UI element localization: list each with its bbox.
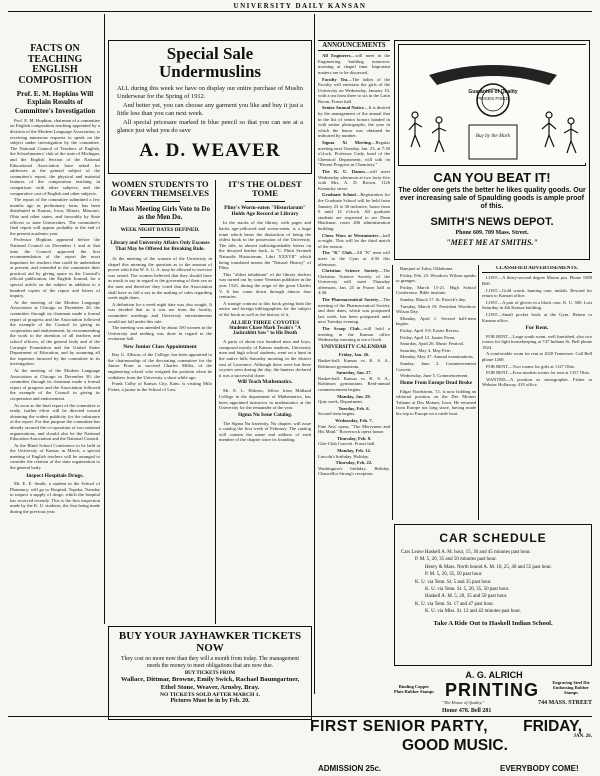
announcement-list bbox=[318, 53, 390, 343]
section-title: ANNOUNCEMENTS bbox=[318, 40, 390, 51]
masthead: UNIVERSITY DAILY KANSAN bbox=[233, 2, 367, 10]
seller-names: Wallace, Dittmar, Browne, Emily Swick, Rachael Baumgartner, Ethel Stone, Weaver, Arnsby, Bray. bbox=[120, 676, 300, 691]
calendar-event: Friday, Feb. 23. Woodrow Wilson speaks to granges. bbox=[396, 272, 476, 284]
ad-alrich-printing bbox=[394, 670, 592, 716]
schedule-row: K. U. via Tenn. St. 17 and 47 past hour. bbox=[415, 601, 494, 607]
paragraph: In the stacks of the library, with pages and backs age-yellowed and worm-eaten, is a huge tome which bears the distinction of being the oldest book in the possession of the University. The title, in almost indistinguishable letters on the decayed leather back, is "C. Plinii Secundi Naturalis Historiarum, Libri XXXVII" which being translated means the "Natural History" of Pliny. bbox=[219, 220, 311, 271]
subheadline: ALLIED THREE COYOTES bbox=[230, 319, 300, 326]
calendar-date: Friday, Jan. 26. bbox=[338, 352, 370, 358]
calendar-item bbox=[396, 273, 476, 284]
classified-ads bbox=[482, 266, 592, 521]
calendar-item bbox=[396, 266, 476, 272]
announcement-text: hall to-night. This will be the third match of the season. bbox=[318, 232, 390, 249]
printer-name: A. G. ALRICH bbox=[465, 670, 523, 680]
column-rule bbox=[478, 265, 479, 520]
calendar-event: Saturday, April 26. Music Festival. bbox=[400, 341, 465, 347]
schedule-title: CAR SCHEDULE bbox=[439, 531, 547, 545]
paragraph: Mr. E. E. Smith, a student in the School of Pharmacy, will go to Hospital, Topeka, Tuesday to inspect a supply of drugs, which the hospital has received recently. This is the first inspection made by the K. U. students, the first being made during the previous year. bbox=[10, 480, 100, 514]
calendar-item bbox=[396, 341, 476, 347]
paragraph: This "oldest inhabitant" of the library shelves was turned out by some Venetian publisher in the year 1525, during the reign of the great Charles V. It has come down through almost four centuries. bbox=[219, 271, 311, 300]
ad-jayhawker-tickets bbox=[108, 626, 312, 720]
announcement-text: The meeting of the Pharmaceutical Society and their dates, which was postponed last week, has been postponed until next Tuesday evening. bbox=[318, 297, 390, 325]
divider bbox=[140, 237, 180, 238]
paragraph: A definition for a week night date was also sought. It was decided that as it was not from the faculty, committee meetings and University entertainments would not fall under this rule. bbox=[108, 301, 212, 324]
headline: IT'S THE OLDEST TOME bbox=[228, 180, 302, 199]
classified-item bbox=[482, 351, 592, 362]
announcement-title: The Pharmaceutical Society bbox=[322, 297, 379, 303]
calendar-event: Friday, April 5-8. Easter Recess. bbox=[400, 327, 460, 333]
subheadline: Pliny's Worm-eaten "Historiarum" Holds Age Record at Library bbox=[224, 205, 306, 218]
announcement-title: Chess Wars at Westminster bbox=[322, 232, 379, 238]
services-left: Binding Copper Plate Rubber Stamps bbox=[394, 684, 434, 694]
classified-text: A comfortable room for rent at 1020 Tennessee. Call Bell phone 1268. bbox=[482, 351, 592, 362]
paragraph: At the Blind School Conference to be held at the University of Kansas in March, a special meeting of English teachers will be arranged to consider the relation of the state organization to the general body. bbox=[10, 442, 100, 471]
car-schedule bbox=[394, 524, 592, 666]
buy-by-mark-label: Buy by the Mark bbox=[475, 133, 511, 139]
announcement-text: will meet in the Engineering building tomorrow morning at chapel time. Important matters are to be discussed. bbox=[318, 53, 390, 75]
classified-item bbox=[482, 312, 592, 323]
store-phone: Phone 609. 709 Mass. Street. bbox=[455, 229, 529, 236]
divider bbox=[8, 716, 592, 717]
calendar-event: Friday, April 12. Junior Prom. bbox=[400, 334, 456, 340]
calendar-item bbox=[396, 354, 476, 360]
calendar-date: Monday, Jan. 29. bbox=[337, 393, 371, 399]
section-title: CLASSIFIED ADVERTISEMENTS. bbox=[482, 266, 592, 273]
classified-item bbox=[482, 370, 592, 376]
subheadline: In Mass Meeting Girls Vote to Do as the Men Do. bbox=[110, 205, 210, 222]
schedule-row: P. M. 5, 20, 35, 50 past hour. bbox=[425, 572, 483, 578]
party-admission: ADMISSION 25c. bbox=[318, 764, 382, 773]
calendar-event: Saturday, May 4. May Fete. bbox=[400, 347, 452, 353]
calendar-item bbox=[318, 370, 390, 392]
classified-text: LOST—A pair of gloves in a black case. K. U. 500. Lost Saturday in 4th Kansas building. bbox=[482, 299, 592, 311]
paragraph: Frank Colby of Kansas City, Kans. is visiting Milo Fisher, a junior in the School of Law. bbox=[108, 381, 212, 392]
ad-title: CAN YOU BEAT IT! bbox=[433, 170, 551, 185]
calendar-event: Fine Arts' opera, "The Merrymen and His Maid." Bowersock opera house. bbox=[318, 423, 390, 435]
subheadline: New Junior Class Appointment bbox=[123, 343, 197, 350]
calendar-event: Friday, March 15-21. High School Conference. Bible institute. bbox=[396, 284, 476, 296]
classified-item bbox=[482, 288, 592, 299]
announcements bbox=[318, 40, 390, 695]
announcement-item: The "K" Club—All "K" men will meet in the Gym at 4:30 this afternoon. bbox=[318, 250, 390, 267]
classified-text: WANTED—A position as stenographer. Fisher at Webster Hollaway, 410 office. bbox=[482, 376, 592, 388]
paragraph: At the meeting of the Modern Language Association at Chicago in December 30, the committee through its chairman made a formal report of progress and the Association followed the example of the Council in giving its cooperation and endorsement. bbox=[10, 367, 100, 401]
calendar-item bbox=[318, 352, 390, 369]
announcement-title: Sigma Xi Meeting bbox=[322, 140, 371, 146]
column-rule bbox=[215, 180, 216, 624]
party-title: FIRST SENIOR PARTY, bbox=[310, 718, 489, 735]
subheadline: For Rent. bbox=[525, 325, 549, 332]
paragraph: Professor Hopkins appeared before the National Council on December 1 and at that time the Council approved the first recommendation of the report the most important for teachers that could be undertaken at present, and extended to the committee their practical aid by giving space in the Council's official publication, the English Journal, for a special article on the subject in addition to a hundred copies of the report and letters of inquiry. bbox=[10, 237, 100, 299]
paragraph: The report of the committee submitted a few months ago in preliminary form, has been distributed in Kansas, Iowa, Illinois, Missouri, Ohio and other states, and favorably by State officers or state Universities. The committee's final report will appear probably at the end of the present academic year. bbox=[10, 197, 100, 236]
calendar-event: Monday, April 1. Second half-term begins. bbox=[396, 315, 476, 327]
headline: FACTS ON TEACHING ENGLISH COMPOSITION bbox=[18, 44, 92, 86]
ad-body: And better yet, you can choose any garment you like and buy it just a little less than you can next week. bbox=[117, 102, 303, 117]
column-rule bbox=[314, 14, 315, 694]
calendar-list bbox=[318, 352, 390, 476]
subheadline: Will Teach Mathematics. bbox=[237, 379, 293, 386]
ad-body: They cost no more now than they will a month from today. The management needs the money to meet obligations that are now due. bbox=[121, 656, 299, 669]
classified-text: FOR RENT—Large south room, well furnished, also two rooms for light housekeeping at 747 Indiana St. Bell phone 1924. bbox=[482, 333, 592, 350]
ad-undermuslins bbox=[108, 40, 312, 174]
deck: Students Chase Mark Twain's "A Jackrabbit Saw" to His Death bbox=[229, 325, 301, 337]
classified-list bbox=[482, 275, 592, 323]
article-women-students bbox=[108, 180, 212, 620]
party-date: JAN. 26. bbox=[573, 734, 592, 739]
schedule-row: K. U. via Tenn. St. 5 and 35 past hour. bbox=[415, 579, 492, 585]
paragraph: Prof. E. M. Hopkins, chairman of a committee on English composition teaching appointed by a division of the Modern Language Association, is receiving numerous requests to speak on the subject under investigation by the committee. The National Council of Teachers of English, the Schoolmasters' club of the state of Michigan, and the English Section of the National Educational Association have asked for addresses at the general subject of the committee's report, the physical and material features of the composition teaching in comparison with other subjects, and the comparative cost of English and other subjects. bbox=[10, 117, 100, 196]
calendar-list bbox=[396, 266, 476, 379]
schedule-footer: Take A Ride Out to Haskell Indian School. bbox=[433, 619, 553, 627]
guarantee-label: Guarantee of Quality bbox=[468, 89, 518, 95]
calendar-event: Basket-ball: Kansas vs. K. S. A., Robinson gymnasium. Reid-annual commencement begins. bbox=[318, 375, 390, 393]
calendar-item bbox=[318, 418, 390, 435]
announcement-text: Regular meeting next Tuesday, Jan. 23, at 7:30 o'clock, Professor Cady, head of the Chemical Department, will talk on "Recent Progress in Chemistry." bbox=[318, 140, 390, 168]
announcement-item: The Pharmaceutical Society—The meeting of the Pharmaceutical Society and their dates, which was postponed last week, has been postponed until next Tuesday evening. bbox=[318, 297, 390, 325]
calendar-item bbox=[318, 460, 390, 477]
schedule-row: K. U. via Tenn. St. 5, 20, 35, 50 past hour. bbox=[425, 587, 510, 593]
subheadline: Prof. E. M. Hopkins Will Explain Results of Committee's Investigation bbox=[14, 90, 96, 115]
ad-body: The older one gets the better he likes quality goods. Our ever increasing sale of Spaulding goods is ample proof of this. bbox=[398, 187, 586, 211]
printing-label: PRINTING bbox=[444, 680, 539, 700]
announcement-item: Senior Annual Notice—It is desired by the management of the annual that in the list of senior honors handed in with senior photographs, the year in which the honor was obtained be indicated by number. bbox=[318, 105, 390, 139]
ad-title: Special Sale Undermuslins bbox=[158, 44, 262, 81]
divider bbox=[245, 201, 285, 202]
calendar-event: Sunday, June 2. Commencement Concert. bbox=[396, 360, 476, 372]
announcement-text: will hold a meeting in the Kansan office Wednesday morning at ten o'clock. bbox=[318, 326, 390, 343]
calendar-event: Sunday, March 17. St. Patrick's day. bbox=[400, 296, 467, 302]
calendar-item bbox=[396, 335, 476, 341]
calendar-event: Monday, May 27. Annual examinations. bbox=[400, 354, 474, 360]
announcement-text: Registration for the Graduate School will be held from January 23 to 30 inclusive, hours from 9 until 12 o'clock. All graduate students are requested to see Dean Blackmar, room 206 administration building. bbox=[318, 192, 390, 231]
ad-smiths-news-depot bbox=[394, 40, 590, 260]
services-right: Engraving Steel Die Embossing Rubber Stamps bbox=[552, 680, 590, 695]
classified-item bbox=[482, 300, 592, 311]
masthead-rule bbox=[8, 11, 592, 12]
calendar-date: Tuesday, Feb. 6. bbox=[338, 405, 370, 411]
paragraph: At the meeting of the Modern Language Association at Chicago in December 20, the committee through its chairman made a formal report of progress and the Association followed the example of the Council in giving its cooperation and endorsement, by recommending the work to the attention of all teachers and school officers, of the general body and of the Carnegie Foundation and the United States Department of Education, and by assuming all the expenses incurred by the committee in its investigation. bbox=[10, 299, 100, 367]
calendar-event: Washington's birthday. Holiday. Chancellor Strong's reception. bbox=[318, 465, 390, 477]
ad-subtitle: BUY TICKETS FROM bbox=[184, 671, 236, 677]
announcement-title: Christian Science Society bbox=[322, 268, 379, 274]
calendar-date: Wednesday, Feb. 7. bbox=[335, 418, 373, 424]
calendar-item bbox=[396, 297, 476, 303]
announcement-item: Christian Science Society—The Christian Science Society of the University will meet Thursday afternoon, Jan. 25 in Fraser hall at 4:30. bbox=[318, 268, 390, 296]
calendar-item bbox=[396, 316, 476, 327]
store-name: SMITH'S NEWS DEPOT. bbox=[430, 215, 554, 228]
announcement-title: Graduate School bbox=[322, 192, 356, 198]
announcement-item: Sigma Xi Meeting—Regular meeting next Tuesday, Jan. 23, at 7:30 o'clock, Professor Cady, head of the Chemical Department, will talk on "Recent Progress in Chemistry." bbox=[318, 140, 390, 168]
calendar-item bbox=[396, 304, 476, 315]
for-rent-list bbox=[482, 334, 592, 388]
calendar-item bbox=[318, 394, 390, 405]
column-rule bbox=[104, 14, 105, 624]
paragraph: Ray G. Allison, of the College, has been appointed to the chairmanship of the decorating committee for the Junior Prom to succeed Charles Miller, of the engineering school who resigned the position when he withdrew from the University a short while ago. bbox=[108, 352, 212, 380]
announcement-item: The K. U. Dames—will meet Wednesday afternoon at two forty-five with Mrs. A. D. Brown, 1126 Kentucky street. bbox=[318, 169, 390, 191]
calendar-event: Lincoln's birthday. Holiday. bbox=[318, 453, 370, 459]
paragraph: As soon as the final report of the committee is ready, further effort will be directed toward obtaining the widest publicity for the substance of the report. For that purpose the committee has already secured the co-operation of two national organizations, and should also be the National Education Association and the National Council. bbox=[10, 402, 100, 442]
schedule-list bbox=[401, 549, 585, 616]
divider bbox=[140, 224, 180, 225]
announcement-text: It is desired by the management of the annual that in the list of senior honors handed in with senior photographs, the year in which the honor was obtained be indicated by number. bbox=[318, 105, 390, 139]
classified-text: LOST—Small pocket book at the Gym. Return to Kansan office. bbox=[482, 312, 592, 323]
classified-item bbox=[482, 377, 592, 388]
calendar-continued bbox=[396, 266, 476, 521]
store-tagline: "MEET ME AT SMITHS." bbox=[446, 237, 538, 247]
calendar-date: Monday, Feb. 12. bbox=[337, 447, 371, 453]
paragraph: Edgar Nordstrom, '11, is now holding an editorial position on the Des Moines Tribune at Des Moines, Iowa. He returned from Europe not long since, having made his trip to Europe on a cattle boat. bbox=[396, 388, 476, 417]
headline: WOMEN STUDENTS TO GOVERN THEMSELVES bbox=[110, 180, 210, 199]
paragraph: A party of about two hundred men and boys, composed mostly of Kansas students, University men and high school students, went on a hunt in the native hills Saturday morning in the district east of Lawrence. Although there were but three coyotes seen during the day, the hunters declared it was a successful chase. bbox=[219, 339, 311, 378]
paragraph: Mr. E. L. Holmes, fellow from Midland College in the department of Mathematics, has been appointed instructor in mathematics at the University for the remainder of the year. bbox=[219, 388, 311, 411]
spalding-illustration bbox=[398, 44, 586, 166]
classified-item bbox=[482, 275, 592, 286]
column-rule bbox=[392, 265, 393, 520]
divider bbox=[140, 201, 180, 202]
schedule-row: K. U. via Miss. St. 12 and 42 minutes past hour. bbox=[425, 609, 521, 615]
athletes-illustration-icon bbox=[399, 45, 587, 163]
paragraph: The Sigma Nu fraternity, Nu chapter, will issue a catalog the first week of February. The catalog will contain the name and address of each member of the chapter since its founding. bbox=[219, 420, 311, 443]
ad-lead: ALL during this week we have on display our entire purchase of Muslin Underwear for the Spring of 1912. bbox=[117, 85, 303, 100]
announcement-title: The K. U. Dames bbox=[322, 169, 366, 174]
announcement-title: The "K" Club bbox=[322, 250, 352, 256]
article-oldest-tome bbox=[219, 180, 311, 620]
calendar-event: Basket-ball: Kansas vs. K. S. A., Robinson gymnasium. bbox=[318, 358, 390, 369]
announcement-item: Faculty Tea—The ladies of the Faculty will entertain the girls of the University on Wednesday, January 10, with a tea from three to six in the Latin Room, Fraser hall. bbox=[318, 76, 390, 104]
subheadline: Sigma Nu Issue Catalog. bbox=[237, 411, 293, 418]
announcement-text: All "K" men will meet in the Gym at 4:30 this afternoon. bbox=[318, 250, 390, 267]
printer-phone: Home 478. Bell 281 bbox=[442, 708, 492, 714]
announcement-item: The Scoop Club—will hold a meeting in the Kansan office Wednesday morning at ten o'clock. bbox=[318, 326, 390, 343]
party-music: GOOD MUSIC. bbox=[402, 737, 508, 754]
schedule-row: P. M. 5, 20, 35 and 50 minutes past hour. bbox=[415, 557, 497, 563]
calendar-event: Tuesday, March 19. President Woodrow Wilson Day. bbox=[396, 303, 476, 315]
classified-text: FOR RENT—Two rooms for girls at 1127 Ohio. bbox=[486, 363, 576, 369]
classified-text: LOST—Gold watch, hunting case, initials. Reward for return to Kansan office. bbox=[482, 287, 592, 299]
party-day: FRIDAY, bbox=[523, 718, 582, 735]
calendar-event: Banquet at Tulsa, Oklahoma. bbox=[400, 266, 454, 271]
article-body bbox=[10, 118, 100, 471]
paragraph: At the meeting of the women of the University in chapel this morning the question as to the amount of power which the W. S. G. A. may be allowed to exercise was raised. The women believed that they should have as much to say in regard to the governing of their sex as the men and therefore they voted that the Association shall have as full a say in the making of rules regarding week night dates. bbox=[108, 256, 212, 301]
subheadline: Inspect Hospitals Drugs. bbox=[26, 472, 84, 479]
ad-footer: Pictures Must be in by Feb. 20. bbox=[170, 698, 250, 704]
announcement-text: The Christian Science Society of the University will meet Thursday afternoon, Jan. 25 in Fraser hall at 4:30. bbox=[318, 268, 390, 296]
calendar-date: Thursday, Feb. 8. bbox=[336, 435, 372, 441]
announcement-title: Senior Annual Notice bbox=[322, 105, 364, 111]
ad-warning: NO TICKETS SOLD AFTER MARCH 1. bbox=[160, 692, 260, 698]
schedule-row: Haskell A. M. 5, 20, 35 and 50 past hour. bbox=[425, 594, 508, 600]
classified-text: LOST—A thirty-second degree Mason pin. Phone 1089 Bell. bbox=[482, 275, 592, 287]
calendar-item bbox=[318, 448, 390, 459]
announcement-item: Chess Wars at Westminster—hall to-night. This will be the third match of the season. bbox=[318, 232, 390, 249]
calendar-item bbox=[396, 348, 476, 354]
calendar-item bbox=[318, 436, 390, 447]
calendar-item bbox=[396, 285, 476, 296]
party-everybody: EVERYBODY COME! bbox=[500, 764, 579, 773]
calendar-event: Glee Club Concert. Fraser hall. bbox=[318, 441, 376, 447]
announcement-title: Faculty Tea bbox=[322, 76, 348, 82]
calendar-date: Saturday, Jan. 27. bbox=[336, 370, 372, 376]
store-name: A. D. WEAVER bbox=[139, 139, 281, 161]
printer-motto: "The House of Quality." bbox=[442, 700, 485, 705]
article-english-composition bbox=[10, 44, 100, 714]
calendar-date: Thursday, Feb. 22. bbox=[335, 460, 373, 466]
announcement-title: All Engineers bbox=[322, 53, 351, 59]
paragraph: A strange contrast to this book giving both the native and foreign bibliographies for the subject of the book as well as the history of it. bbox=[219, 300, 311, 317]
deck: Library and University Affairs Only Excuses That May be Offered for Breaking Rule. bbox=[110, 240, 210, 253]
announcement-text: will meet Wednesday afternoon at two forty-five with Mrs. A. D. Brown, 1126 Kentucky street. bbox=[318, 169, 390, 191]
calendar-item bbox=[318, 406, 390, 417]
ad-title: BUY YOUR JAYHAWKER TICKETS NOW bbox=[118, 630, 302, 654]
announcement-item: Graduate School—Registration for the Graduate School will be held from January 23 to 30 inclusive, hours from 9 until 12 o'clock. All graduate students are requested to see Dean Blackmar, room 206 administration building. bbox=[318, 192, 390, 231]
announcement-text: The ladies of the Faculty will entertain the girls of the University on Wednesday, January 10, with a tea from three to six in the Latin Room, Fraser hall. bbox=[318, 76, 390, 104]
schedule-row: Cars Leave Haskell A. M. hour, 15, 30 and 45 minutes past hour. bbox=[401, 550, 531, 555]
section-title: UNIVERSITY CALENDAR bbox=[321, 343, 387, 350]
calendar-item bbox=[396, 373, 476, 379]
classified-item bbox=[482, 364, 592, 370]
schedule-row: Henry & Mass. North bound A. M. 10, 25, 40 and 55 past hour. bbox=[425, 564, 552, 570]
calendar-event: Second term begins. bbox=[318, 411, 356, 417]
subheadline: Home From Europe Dead Broke bbox=[399, 379, 473, 386]
paragraph: The meeting was attended by about 100 women in the University and nothing was done in regard to the recitation hall. bbox=[108, 325, 212, 342]
announcement-title: The Scoop Club bbox=[322, 326, 360, 332]
calendar-event: Wednesday, June 5. Commencement. bbox=[400, 373, 469, 379]
prices-label: PRICES FIXED bbox=[477, 96, 509, 101]
calendar-item bbox=[396, 328, 476, 334]
classified-text: FOR RENT—Four modern rooms for rent at 1337 Ohio. bbox=[486, 370, 591, 376]
calendar-item bbox=[396, 361, 476, 372]
printer-address: 744 MASS. STREET bbox=[538, 700, 592, 706]
classified-item bbox=[482, 334, 592, 351]
deck: WEEK NIGHT DATES DEFINED. bbox=[120, 227, 200, 234]
announcement-item: All Engineers—will meet in the Engineering building tomorrow morning at chapel time. Important matters are to be discussed. bbox=[318, 53, 390, 75]
ad-note: All special pricesare marked in blue pencil so that you can see at a glance just what you do save bbox=[117, 119, 303, 134]
calendar-event: Quiz week, Department. bbox=[318, 399, 363, 405]
